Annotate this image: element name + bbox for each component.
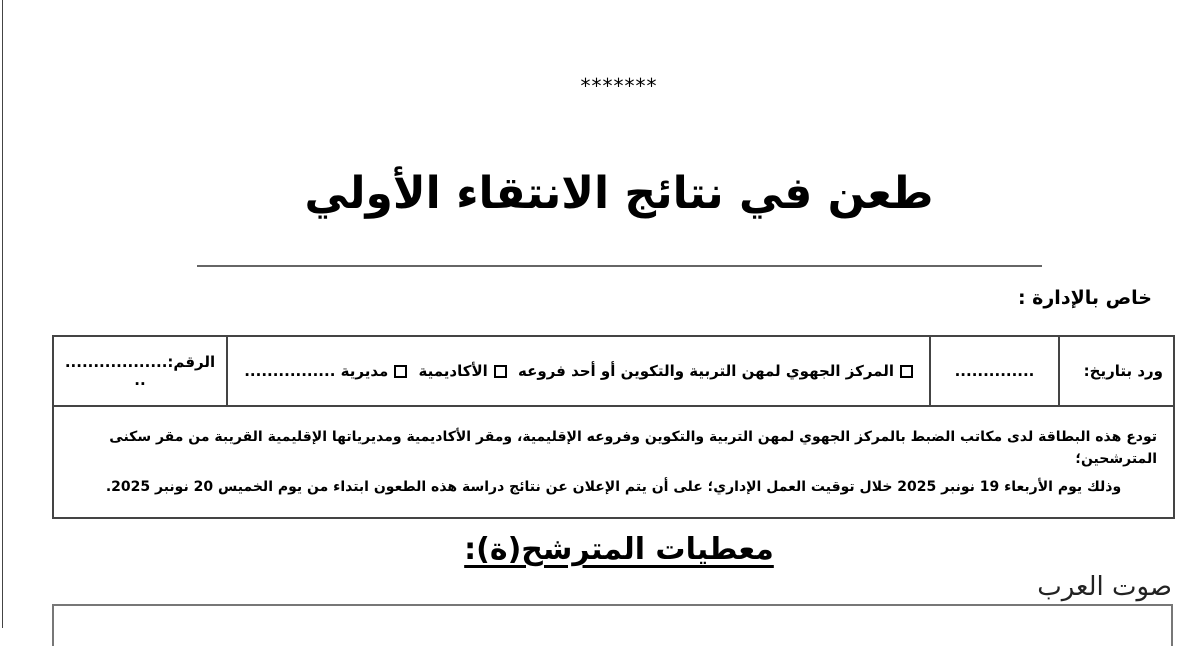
office-options: [227, 336, 930, 406]
section-title: معطيات المترشح(ة):: [464, 532, 774, 567]
divider: [197, 265, 1042, 267]
admin-table: [52, 335, 1175, 519]
received-date-field[interactable]: ..............: [930, 336, 1059, 406]
option-directorate: مديرية ................: [244, 362, 389, 380]
number-field[interactable]: الرقم:....................: [53, 336, 227, 406]
checkbox-academy[interactable]: [494, 365, 507, 378]
received-label: ورد بتاريخ:: [1059, 336, 1174, 406]
watermark: صوت العرب: [1037, 572, 1172, 602]
note-line: وذلك يوم الأربعاء 19 نونبر 2025 خلال توقيت العمل الإداري؛ على أن يتم الإعلان عن نتائج دراسة هذه الطعون ابتداء من يوم الخميس 20 نونبر 2025.: [105, 479, 1122, 495]
candidate-data-box: [52, 604, 1173, 646]
checkbox-regional-center[interactable]: [900, 365, 913, 378]
checkbox-directorate[interactable]: [394, 365, 407, 378]
instructions-note: [53, 406, 1174, 518]
option-academy: الأكاديمية: [418, 362, 488, 380]
stars-separator: *******: [580, 74, 658, 98]
admin-label: خاص بالإدارة :: [1017, 287, 1152, 309]
note-line: تودع هذه البطاقة لدى مكاتب الضبط بالمركز الجهوي لمهن التربية والتكوين وفروعه الإقليمية، ومقر الأكاديمية ومديرياتها الإقليمية القريبة من مقر سكنى المترشحين؛: [109, 429, 1157, 467]
option-regional-center: المركز الجهوي لمهن التربية والتكوين أو أحد فروعه: [518, 362, 894, 380]
page-title: طعن في نتائج الانتقاء الأولي: [304, 168, 934, 219]
